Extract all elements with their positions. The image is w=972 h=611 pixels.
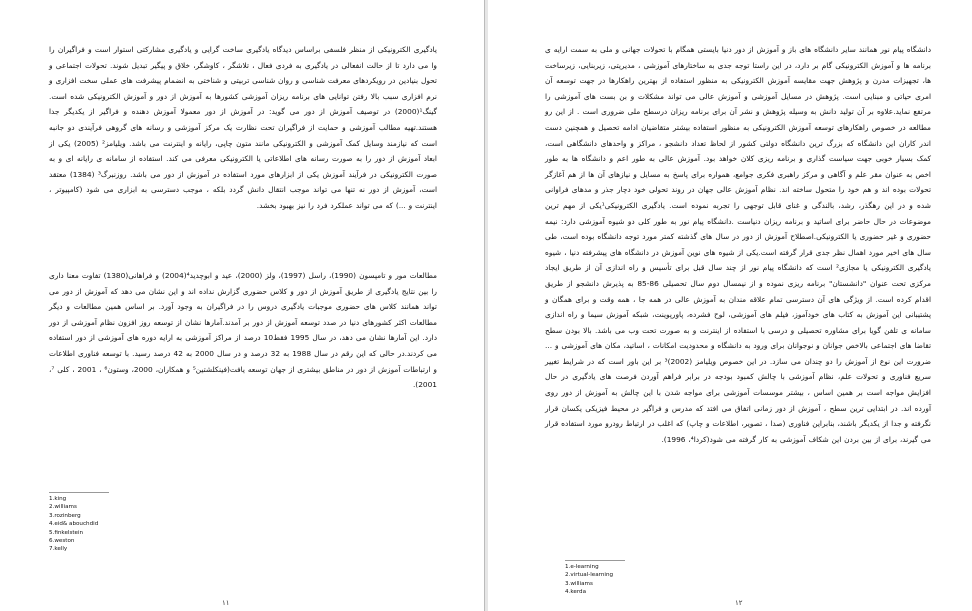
footnote: 1.king — [49, 496, 67, 502]
page-number-left: ۱۱ — [222, 599, 230, 607]
page-number-right: ۱۲ — [735, 599, 743, 607]
left-paragraph-1 — [49, 42, 437, 214]
footnote-rule — [565, 560, 625, 561]
right-footnotes — [565, 563, 613, 597]
left-page — [0, 0, 484, 611]
right-paragraph-1 — [545, 42, 931, 447]
footnote: 4.eid& abouchdid — [49, 521, 99, 528]
right-page — [488, 0, 972, 611]
left-paragraph-2 — [49, 268, 437, 393]
left-paragraph-1-text: یادگیری الکترونیکی از منظر فلسفی براساس دیدگاه یادگیری ساخت گرایی و یادگیری مشارکتی استوار است و فراگیران را وا می دارد تا از حالت انفعالی در یادگیری به فردی فعال ، تلاشگر ، کاوشگر، خلاق و پیگیر تبدیل شوند. تحولات اجتماعی و تحول بنیادین در رویکردهای معرفت شناسی و روان شناسی تربیتی و شناختی به انضمام پیشرفت های عملی سخت افزاری و نرم افزاری سبب بالا رفتن توانایی های برنامه ریزان آموزشی کشورها به آموزش از دور و آموزش الکترونیکی شده است. گینگ¹(2000) در توصیف آموزش از دور می گوید: در آموزش از دور معمولا آموزش دهنده و فراگیر از یکدیگر جدا هستند.تهیه مطالب آموزشی و حمایت از فراگیران تحت نظارت یک مرکز آموزشی و رسانه های گروهی فرآیندی دو جانبه است که نیازمند وسایل کمک آموزشی و الکترونیکی مانند متون چاپی، رایانه و اینترنت می باشد. ویلیامز² (2005) یکی از ابعاد آموزش از دور را به صورت رسانه های اطلاعاتی یا الکترونیکی معرفی می کند. استفاده از سامانه ی رایانه ای و به صورت الکترونیکی در فرآیند آموزش یکی از ابزارهای مورد استفاده در آموزش از دور می باشد. روزنبرگ³ (1384) معتقد است، آموزش از دور نه تنها می تواند موجب انتقال دانش گردد بلکه ، موجب دسترسی به ابزاری می شود (کامپیوتر ، اینترنت و ...) که می تواند عملکرد فرد را نیز بهبود بخشد. — [49, 45, 437, 210]
footnote: 3.rozinberg — [49, 512, 81, 519]
footnote: 2.williams — [49, 504, 77, 511]
footnote: 5.finkelstein — [49, 529, 84, 536]
left-footnotes — [49, 495, 98, 554]
footnote: 1.e-learning — [565, 564, 599, 570]
left-paragraph-2-text: مطالعات مور و تامپسون (1990)، راسل (1997)، ولز (2000)، عید و ابوچدید⁴(2004) و فراهانی(1380) تفاوت معنا داری را بین نتایج یادگیری از طریق آموزش از دور و کلاس حضوری گزارش نداده اند و این نشان می دهد که آموزش از دور می تواند همانند کلاس های حضوری موجبات یادگیری دروس را در فراگیران به وجود آورد. بر اساس همین مطالعات و دیگر مطالعات اکثر کشورهای دنیا در صدد توسعه آموزش از دور بر آمدند.آمارها نشان از توسعه روز افزون نظام آموزشی از دور دارد. این آمارها نشان می دهد، در سال 1995 فقط10 درصد از مراکز آموزشی به ارایه دوره های آموزشی از دور استفاده می کردند.در حالی که این رقم در سال 1988 به 32 درصد و در سال 2000 به 42 درصد رسید. با توسعه فناوری اطلاعات و ارتباطات آموزش از دور در مناطق بیشتری از جهان توسعه یافت(فینکلشتین⁵ و همکاران، 2000، وستون⁶ ، 2001 ، کلی ⁷، 2001). — [49, 271, 438, 390]
footnote: 7.kelly — [49, 546, 68, 553]
right-paragraph-1-text: دانشگاه پیام نور همانند سایر دانشگاه های باز و آموزش از دور دنیا بایستی همگام با تحولات جهانی و ملی به سمت ارایه ی برنامه ها و آموزش الکترونیکی گام بر دارد، در این راستا توجه جدی به ساختارهای آموزشی ، مدیریتی، زیربنایی، زیرساخت ها، تجهیزات مدرن و پژوهش جهت مقایسه آموزش الکترونیکی به منظور استفاده از بهترین راهکارها در جهت توسعه آن امری حیاتی و مبنایی است. پژوهش در مسایل آموزشی و آموزش عالی می تواند مشکلات و بن بست های آموزشی را مرتفع نماید.علاوه بر آن تولید دانش به وسیله پژوهش و نشر آن برای برنامه ریزان درسطح ملی ضروری است . از این رو مطالعه در خصوص راهکارهای توسعه آموزش الکترونیکی به منظور استفاده بیشتر متقاضیان ادامه تحصیل و همچنین دست اندر کاران این دانشگاه که بزرگ ترین دانشگاه دولتی کشور از لحاظ تعداد دانشجو ، مراکز و واحدهای دانشگاهی است، کمک بسیار خوبی جهت سیاست گذاری و برنامه ریزی کلان خواهد بود. آموزش عالی به طور اعم و دانشگاه ها به طور اخص به عنوان مقر علم و آگاهی و مرکز راهبری فکری جوامع، همواره برای پاسخ به مسایل و نیازهای آن ها از هم آغازگر تحولات بوده اند و هم خود را متحول ساخته اند. نظام آموزش عالی جهان در روند تحولی خود دچار جذر و مدهای فراوانی شده و در این رهگذر، رشد، بالندگی و غنای قابل توجهی را تجربه نموده است. یادگیری الکترونیکی¹یکی از مهم ترین موضوعات در حال حاضر برای اساتید و برنامه ریزان دنیاست .دانشگاه پیام نور به طور کلی دو شیوه آموزشی دارد: نیمه حضوری و غیر حضوری یا الکترونیکی.اصطلاح آموزش از دور در سال های گذشته کمتر مورد توجه دانشگاه بوده است، طی سال های اخیر مورد اهمال نظر جدی قرار گرفته است.یکی از شیوه های نوین آموزش در دانشگاه های پیشرفته دنیا ، شیوه یادگیری الکترونیکی یا مجازی² است که دانشگاه پیام نور از چند سال قبل برای تأسیس و راه اندازی آن از طریق ایجاد مرکزی تحت عنوان "دانشستان" برنامه ریزی نموده و از نیمسال دوم سال تحصیلی 86-85 به پذیرش دانشجو از طریق اقدام کرده است. از ویژگی های آن دسترسی تمام علاقه مندان به آموزش عالی در همه جا ، همه وقت و برای همگان و پشتیبانی این آموزش به کتاب های خودآموز، فیلم های آموزشی، لوح فشرده، پاورپوینت، شبکه آموزش سیما و راه اندازی سامانه ی تلفن گویا برای مشاوره تحصیلی و درسی با استفاده از اینترنت و به صورت تحت وب می باشد. بالا بودن سطح تقاضا های اجتماعی بالاخص جوانان و نوجوانان برای ورود به دانشگاه و محدودیت امکانات ، اساتید، مکان های آموزشی و ... ضرورت این نوع از آموزش را دو چندان می سازد. در این خصوص ویلیامز (2002)³ بر این باور است که در شرایط تغییر سریع فناوری و تحولات علم، نظام آموزشی با چالش کمبود بودجه در برابر فراهم آوردن فرصت های یادگیری در حال افزایش مواجه است بر همین اساس ، بیشتر موسسات آموزشی برای مواجه شدن با این چالش به آموزش از دور روی آورده اند. در ابتدایی ترین سطح ، آموزش از دور زمانی اتفاق می افتد که مدرس و فراگیر در محیط فیزیکی یکسان قرار نگرفته و جدا از یکدیگر باشند، بنابراین فناوری (صدا ، تصویر، اطلاعات و چاپ) که اغلب در ارتباط رودرو مورد استفاده قرار می گیرند، برای از بین بردن این شکاف آموزشی به کار گرفته می شود(کردا⁴، 1996). — [545, 45, 932, 444]
footnote-rule — [49, 492, 109, 493]
footnote: 6.weston — [49, 538, 75, 545]
footnote: 3.williams — [565, 580, 593, 587]
footnote: 4.kerda — [565, 589, 586, 596]
footnote: 2.virtual-learning — [565, 572, 614, 579]
